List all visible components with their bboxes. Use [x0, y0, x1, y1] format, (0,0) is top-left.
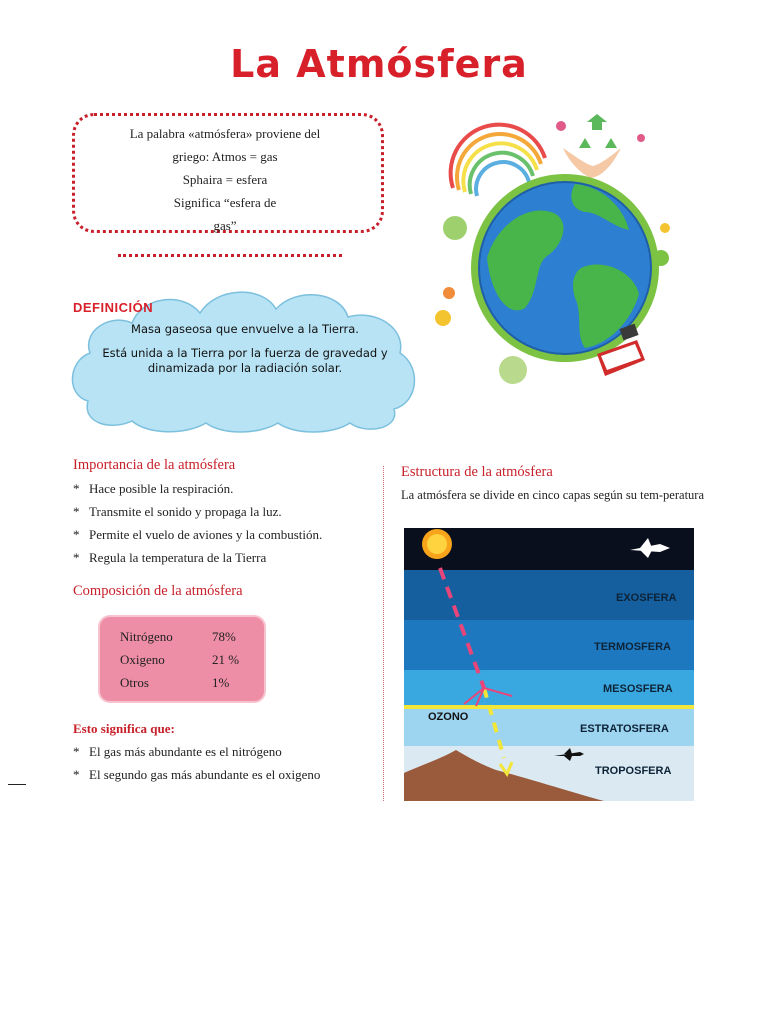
- list-item: [73, 763, 320, 786]
- intro-line: griego: Atmos = gas: [172, 149, 278, 164]
- gas-value: 78%: [212, 629, 236, 644]
- intro-line: Sphaira = esfera: [182, 172, 268, 187]
- gas-name: Nitrógeno: [120, 629, 173, 644]
- importance-list: [73, 477, 322, 569]
- earth-globe-illustration: [425, 108, 695, 388]
- list-item-text: El gas más abundante es el nitrógeno: [89, 744, 282, 759]
- list-item: [73, 546, 322, 569]
- bullet-symbol: *: [73, 527, 80, 542]
- layer-label: MESOSFERA: [603, 683, 673, 695]
- intro-line: La palabra «atmósfera» proviene del: [129, 126, 321, 141]
- intro-text: [100, 122, 350, 237]
- definition-heading: DEFINICIÓN: [73, 300, 154, 315]
- bullet-symbol: *: [73, 504, 80, 519]
- bullet-symbol: *: [73, 744, 80, 759]
- page-title: La Atmósfera: [230, 42, 528, 86]
- list-item: [73, 740, 320, 763]
- importance-heading: Importancia de la atmósfera: [73, 457, 236, 473]
- list-item: [73, 477, 322, 500]
- definition-line: Masa gaseosa que envuelve a la Tierra.: [131, 322, 359, 336]
- gas-name: Oxigeno: [120, 652, 165, 667]
- layer-label: ESTRATOSFERA: [580, 723, 669, 735]
- list-item: [73, 500, 322, 523]
- composition-row: [120, 629, 236, 645]
- definition-text: [95, 322, 395, 385]
- layer-label: TROPOSFERA: [595, 765, 672, 777]
- composition-heading: Composición de la atmósfera: [73, 583, 243, 599]
- list-item-text: Transmite el sonido y propaga la luz.: [89, 504, 282, 519]
- layer-label: EXOSFERA: [616, 592, 677, 604]
- list-item-text: Permite el vuelo de aviones y la combustión.: [89, 527, 323, 542]
- intro-line: gas”: [213, 218, 237, 233]
- list-item: [73, 523, 322, 546]
- definition-line: Está unida a la Tierra por la fuerza de gravedad y dinamizada por la radiación solar.: [102, 346, 388, 375]
- ozone-label: OZONO: [428, 711, 469, 723]
- list-item-text: Regula la temperatura de la Tierra: [89, 550, 267, 565]
- structure-description: La atmósfera se divide en cinco capas según su tem-peratura: [401, 488, 704, 502]
- gas-value: 1%: [212, 675, 230, 690]
- intro-box-bottom-border: [118, 254, 342, 257]
- list-item-text: Hace posible la respiración.: [89, 481, 234, 496]
- meaning-heading: Esto significa que:: [73, 721, 175, 736]
- intro-line: Significa “esfera de: [173, 195, 277, 210]
- column-divider: [383, 466, 384, 801]
- hands-icon: [563, 148, 621, 178]
- meaning-list: [73, 740, 320, 786]
- ozone-line: [404, 705, 694, 709]
- gas-value: 21 %: [212, 652, 240, 667]
- bullet-symbol: *: [73, 550, 80, 565]
- margin-mark: [8, 784, 26, 785]
- structure-heading: Estructura de la atmósfera: [401, 464, 553, 480]
- list-item-text: El segundo gas más abundante es el oxigeno: [89, 767, 321, 782]
- composition-row: [120, 675, 230, 691]
- layer-label: TERMOSFERA: [594, 641, 671, 653]
- bullet-symbol: *: [73, 481, 80, 496]
- atmosphere-layers-diagram: [404, 528, 694, 801]
- composition-row: [120, 652, 240, 668]
- recycle-icon: [579, 114, 617, 148]
- gas-name: Otros: [120, 675, 149, 690]
- flower-icon: [435, 310, 451, 326]
- bullet-symbol: *: [73, 767, 80, 782]
